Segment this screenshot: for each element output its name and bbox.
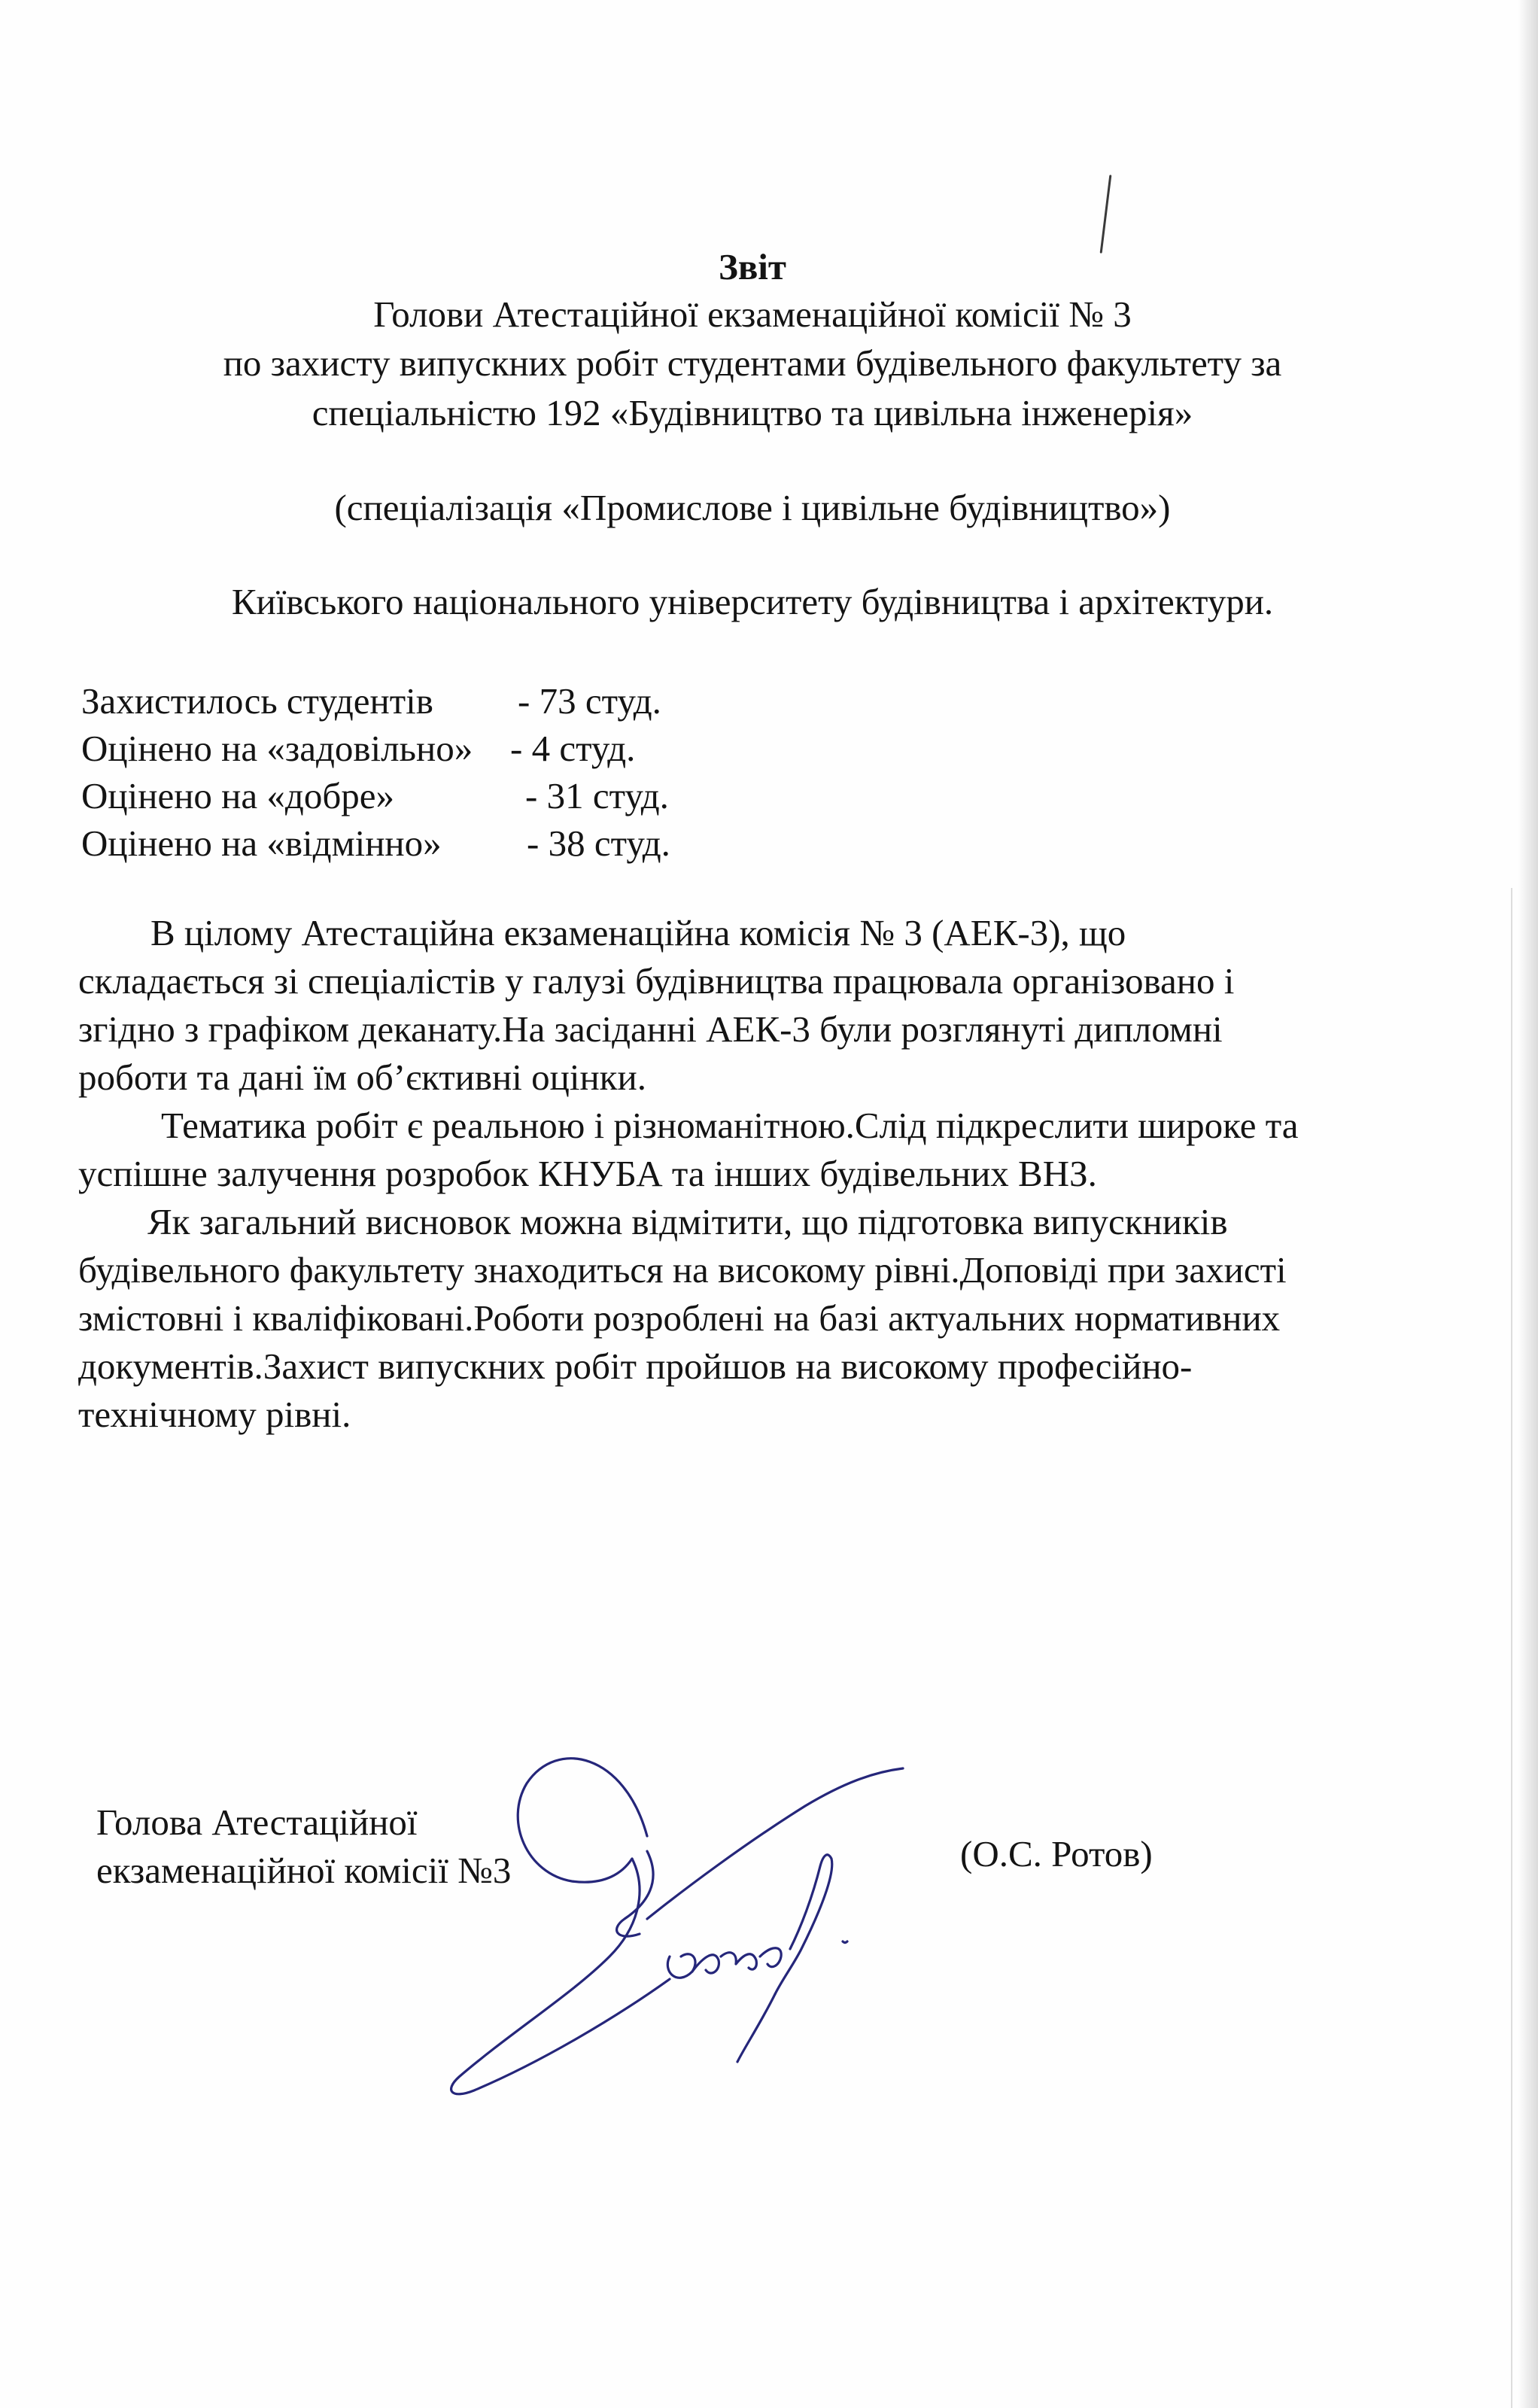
signer-name: (О.С. Ротов) xyxy=(960,1833,1153,1874)
body-line: Тематика робіт є реальною і різноманітною.Слід підкреслити широке та xyxy=(161,1105,1299,1146)
stat-value: - 73 студ. xyxy=(518,680,661,722)
stat-label: Оцінено на «добре» xyxy=(81,775,394,816)
body-line: документів.Захист випускних робіт пройшов на високому професійно- xyxy=(78,1345,1193,1387)
stat-label: Оцінено на «задовільно» xyxy=(81,728,473,769)
handwritten-signature xyxy=(421,1731,963,2122)
stat-label: Оцінено на «відмінно» xyxy=(81,822,442,864)
signer-position: Голова Атестаційної xyxy=(96,1801,418,1843)
body-line: Як загальний висновок можна відмітити, що підготовка випускників xyxy=(147,1201,1228,1242)
body-line: згідно з графіком деканату.На засіданні АЕК-3 були розглянуті дипломні xyxy=(78,1008,1223,1050)
body-line: складається зі спеціалістів у галузі будівництва працювала організовано і xyxy=(78,960,1235,1002)
university-line: Київського національного університету будівництва і архітектури. xyxy=(231,581,1274,622)
stat-value: - 31 студ. xyxy=(525,775,669,816)
body-line: змістовні і кваліфіковані.Роботи розроблені на базі актуальних нормативних xyxy=(78,1297,1281,1339)
stat-value: - 38 студ. xyxy=(527,822,670,864)
body-line: успішне залучення розробок КНУБА та інших будівельних ВНЗ. xyxy=(78,1153,1097,1194)
signer-position: екзаменаційної комісії №3 xyxy=(96,1850,512,1891)
body-line: роботи та дані їм об’єктивні оцінки. xyxy=(78,1057,646,1098)
body-line: технічному рівні. xyxy=(78,1394,351,1435)
body-line: В цілому Атестаційна екзаменаційна комісія № 3 (АЕК-3), що xyxy=(150,912,1126,953)
scan-mark xyxy=(1100,175,1112,254)
header-line: по захисту випускних робіт студентами будівельного факультету за xyxy=(223,342,1282,384)
specialization-line: (спеціалізація «Промислове і цивільне будівництво») xyxy=(334,487,1171,528)
report-title: Звіт xyxy=(718,246,786,287)
stat-label: Захистилось студентів xyxy=(81,680,433,722)
stat-value: - 4 студ. xyxy=(510,728,636,769)
header-line: Голови Атестаційної екзаменаційної комісії № 3 xyxy=(373,293,1132,335)
header-line: спеціальністю 192 «Будівництво та цивільна інженерія» xyxy=(312,392,1193,433)
body-line: будівельного факультету знаходиться на високому рівні.Доповіді при захисті xyxy=(78,1249,1287,1291)
